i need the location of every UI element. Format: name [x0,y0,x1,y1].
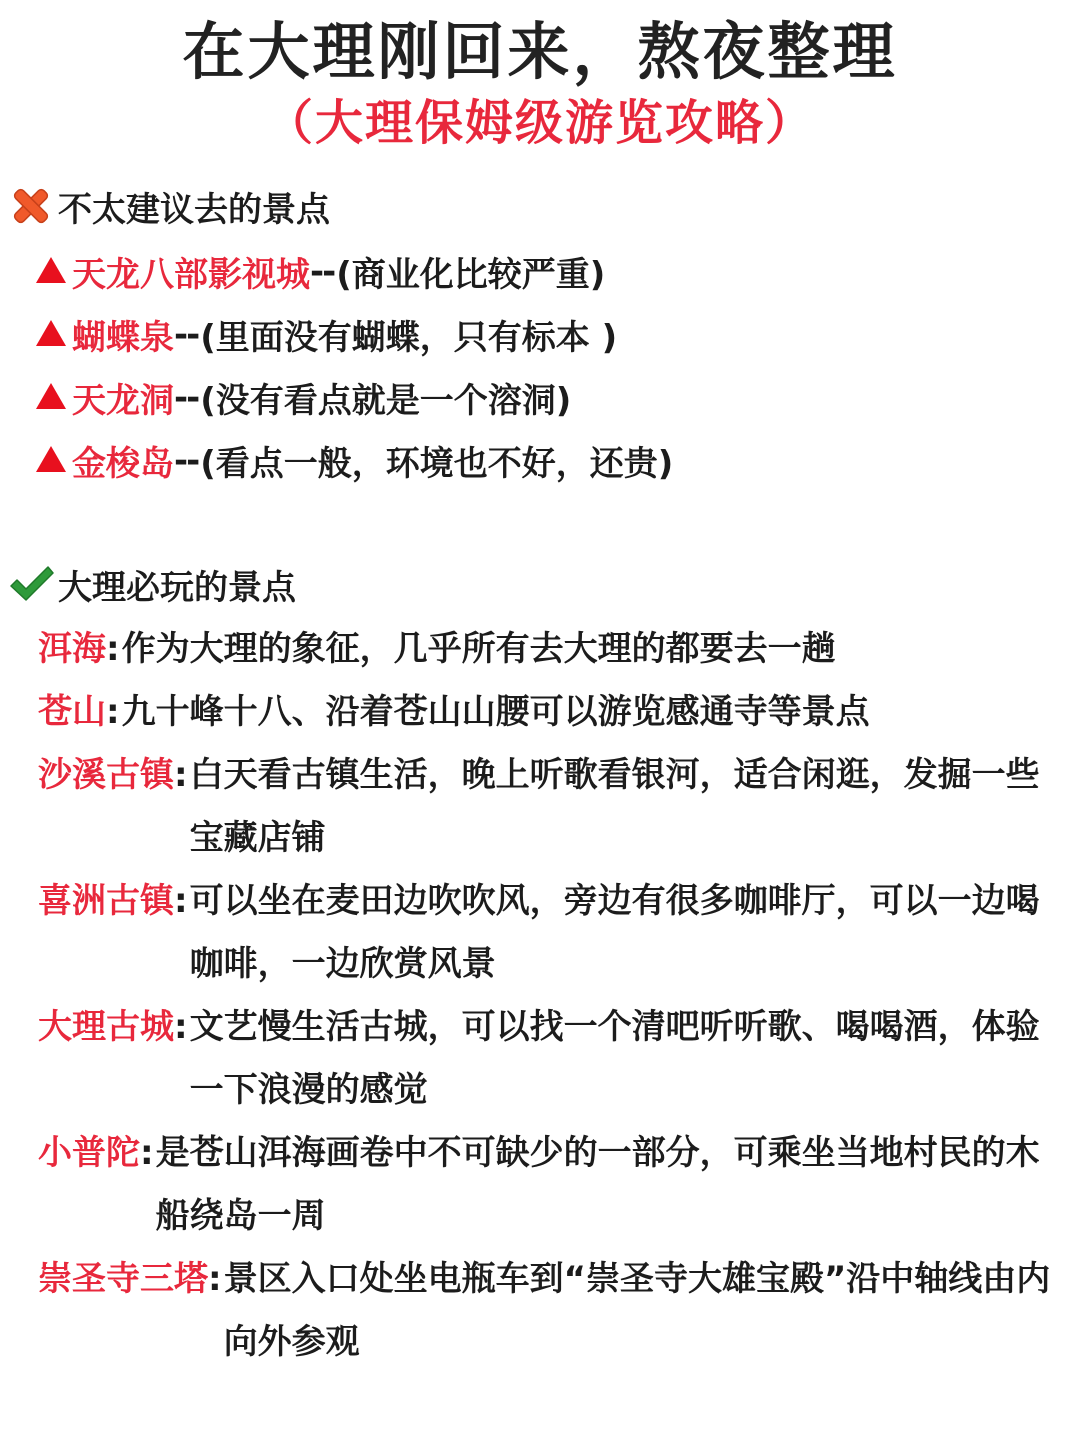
must-item [38,1122,1068,1248]
check-mark-icon [8,562,54,606]
page-subtitle: （大理保姆级游览攻略） [264,95,815,151]
must-spot-name: 崇圣寺三塔 [38,1259,208,1299]
red-triangle-icon [36,446,66,472]
must-colon: : [174,755,188,795]
must-item [38,1248,1068,1374]
must-spot-desc: 白天看古镇生活，晚上听歌看银河，适合闲逛，发掘一些宝藏店铺 [189,755,1040,858]
must-spot-desc: 可以坐在麦田边吹吹风，旁边有很多咖啡厅，可以一边喝咖啡，一边欣赏风景 [189,881,1040,984]
must-list [38,618,1068,1374]
avoid-spot-name: 金梭岛 [72,444,174,484]
must-section-heading [8,562,296,606]
avoid-reason: (没有看点就是一个溶洞) [200,381,572,421]
must-spot-name: 沙溪古镇 [38,755,174,795]
avoid-reason: (商业化比较严重) [336,255,606,295]
must-colon: : [174,1007,188,1047]
avoid-dash: -- [174,377,199,418]
must-spot-name: 大理古城 [38,1007,174,1047]
red-triangle-icon [36,257,66,283]
avoid-spot-name: 天龙洞 [72,381,174,421]
must-spot-name: 洱海 [38,629,106,669]
avoid-dash: -- [310,251,335,292]
must-spot-name: 小普陀 [38,1133,140,1173]
avoid-spot-name: 天龙八部影视城 [72,255,310,295]
must-colon: : [174,881,188,921]
avoid-section-heading [8,184,330,228]
must-item [38,744,1068,870]
avoid-dash: -- [174,314,199,355]
must-spot-desc: 九十峰十八、沿着苍山山腰可以游览感通寺等景点 [121,692,870,732]
avoid-item [36,303,1066,366]
cross-mark-icon [8,184,54,228]
avoid-spot-name: 蝴蝶泉 [72,318,174,358]
must-spot-desc: 是苍山洱海画卷中不可缺少的一部分，可乘坐当地村民的木船绕岛一周 [155,1133,1040,1236]
must-colon: : [106,692,120,732]
must-item [38,618,1068,681]
must-spot-name: 喜洲古镇 [38,881,174,921]
must-colon: : [140,1133,154,1173]
must-heading-text: 大理必玩的景点 [58,567,296,608]
avoid-item [36,429,1066,492]
must-item [38,681,1068,744]
avoid-heading-text: 不太建议去的景点 [58,189,330,230]
avoid-item [36,240,1066,303]
must-colon: : [106,629,120,669]
must-spot-desc: 景区入口处坐电瓶车到“崇圣寺大雄宝殿”沿中轴线由内向外参观 [223,1259,1051,1362]
avoid-item [36,366,1066,429]
must-item [38,870,1068,996]
red-triangle-icon [36,383,66,409]
avoid-reason: (里面没有蝴蝶，只有标本 ) [200,318,618,358]
must-spot-name: 苍山 [38,692,106,732]
red-triangle-icon [36,320,66,346]
must-colon: : [208,1259,222,1299]
page-title: 在大理刚回来，熬夜整理 [182,15,898,88]
must-spot-desc: 文艺慢生活古城，可以找一个清吧听听歌、喝喝酒，体验一下浪漫的感觉 [189,1007,1040,1110]
avoid-dash: -- [174,440,199,481]
must-item [38,996,1068,1122]
avoid-list [36,240,1066,492]
must-spot-desc: 作为大理的象征，几乎所有去大理的都要去一趟 [121,629,836,669]
avoid-reason: (看点一般，环境也不好，还贵) [200,444,674,484]
